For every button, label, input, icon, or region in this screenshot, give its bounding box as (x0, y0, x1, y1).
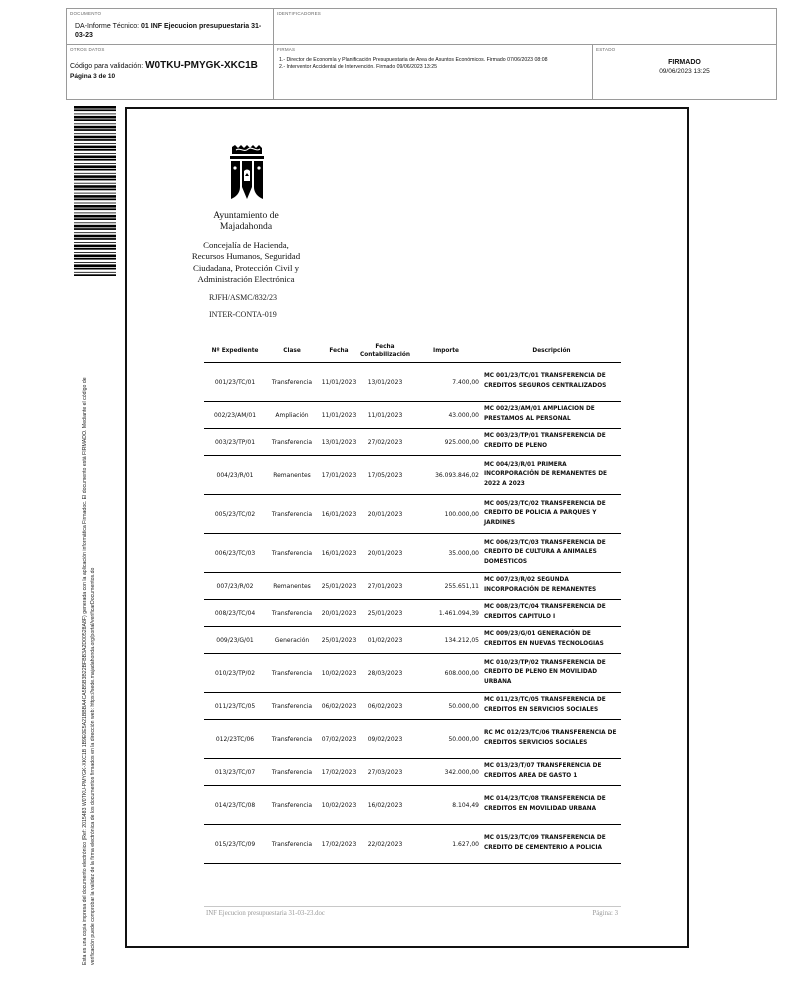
cell-contab: 01/02/2023 (360, 627, 410, 654)
expedientes-table (204, 339, 621, 864)
otros-label: OTROS DATOS (70, 47, 105, 52)
signature-header (66, 8, 777, 100)
cell-contab: 11/01/2023 (360, 402, 410, 429)
footer-divider (204, 906, 621, 907)
cell-importe: 35.000,00 (410, 534, 482, 573)
col-header-importe: Importe (410, 339, 482, 363)
cell-descripcion: MC 002/23/AM/01 AMPLIACION DE PRESTAMOS AL PERSONAL (482, 402, 621, 429)
table-row (204, 693, 621, 720)
page-count: Página 3 de 10 (70, 73, 116, 80)
org-name-line: Ayuntamiento de (213, 210, 279, 221)
cell-contab: 06/02/2023 (360, 693, 410, 720)
cell-descripcion: MC 013/23/T/07 TRANSFERENCIA DE CREDITOS AREA DE GASTO 1 (482, 759, 621, 786)
footer-filename: INF Ejecucion presupuestaria 31-03-23.doc (206, 910, 325, 917)
col-header-descripcion: Descripción (482, 339, 621, 363)
cell-contab: 27/01/2023 (360, 573, 410, 600)
table-row (204, 495, 621, 534)
cell-clase: Remanentes (266, 573, 318, 600)
col-header-fecha-contab-line: Contabilización (360, 351, 410, 358)
cell-importe: 255.651,11 (410, 573, 482, 600)
cell-expediente: 012/23TC/06 (204, 720, 266, 759)
barcode (74, 106, 116, 276)
cell-clase: Transferencia (266, 786, 318, 825)
cell-importe: 50.000,00 (410, 693, 482, 720)
cell-descripcion: RC MC 012/23/TC/06 TRANSFERENCIA DE CREDITOS SERVICIOS SOCIALES (482, 720, 621, 759)
table-row (204, 402, 621, 429)
table-row (204, 456, 621, 495)
cell-fecha: 25/01/2023 (318, 627, 360, 654)
cell-descripcion: MC 006/23/TC/03 TRANSFERENCIA DE CREDITO DE CULTURA A ANIMALES DOMESTICOS (482, 534, 621, 573)
table-row (204, 654, 621, 693)
cell-importe: 134.212,05 (410, 627, 482, 654)
identificadores-cell (274, 9, 776, 45)
cell-expediente: 003/23/TP/01 (204, 429, 266, 456)
estado-value: FIRMADO (668, 59, 701, 66)
col-header-fecha-contabilizacion (360, 339, 410, 363)
cell-contab: 28/03/2023 (360, 654, 410, 693)
table-row (204, 720, 621, 759)
cell-expediente: 015/23/TC/09 (204, 825, 266, 864)
cell-fecha: 20/01/2023 (318, 600, 360, 627)
col-header-fecha: Fecha (318, 339, 360, 363)
cell-importe: 100.000,00 (410, 495, 482, 534)
firmas-list (279, 57, 547, 71)
cell-contab: 25/01/2023 (360, 600, 410, 627)
cell-contab: 13/01/2023 (360, 363, 410, 402)
cell-expediente: 002/23/AM/01 (204, 402, 266, 429)
cell-descripcion: MC 007/23/R/02 SEGUNDA INCORPORACIÓN DE REMANENTES (482, 573, 621, 600)
cell-expediente: 004/23/R/01 (204, 456, 266, 495)
cell-fecha: 16/01/2023 (318, 534, 360, 573)
cell-clase: Transferencia (266, 759, 318, 786)
cell-contab: 27/02/2023 (360, 429, 410, 456)
cell-clase: Transferencia (266, 654, 318, 693)
cell-clase: Transferencia (266, 429, 318, 456)
cell-expediente: 001/23/TC/01 (204, 363, 266, 402)
cell-expediente: 014/23/TC/08 (204, 786, 266, 825)
otros-datos-cell (67, 45, 274, 99)
cell-descripcion: MC 009/23/G/01 GENERACIÓN DE CREDITOS EN NUEVAS TECNOLOGIAS (482, 627, 621, 654)
department-name (176, 240, 316, 285)
cell-expediente: 009/23/G/01 (204, 627, 266, 654)
table-row (204, 534, 621, 573)
cell-fecha: 10/02/2023 (318, 654, 360, 693)
cell-expediente: 007/23/R/02 (204, 573, 266, 600)
cell-importe: 36.093.846,02 (410, 456, 482, 495)
dept-line: Administración Electrónica (197, 273, 295, 284)
cell-clase: Remanentes (266, 456, 318, 495)
cell-importe: 925.000,00 (410, 429, 482, 456)
cell-fecha: 17/02/2023 (318, 825, 360, 864)
cell-expediente: 005/23/TC/02 (204, 495, 266, 534)
cell-contab: 17/05/2023 (360, 456, 410, 495)
cell-contab: 22/02/2023 (360, 825, 410, 864)
documento-label: DOCUMENTO (70, 11, 102, 16)
cell-contab: 27/03/2023 (360, 759, 410, 786)
cell-fecha: 06/02/2023 (318, 693, 360, 720)
cell-fecha: 13/01/2023 (318, 429, 360, 456)
estado-cell (593, 45, 776, 99)
table-row (204, 627, 621, 654)
dept-line: Concejalía de Hacienda, (203, 240, 289, 250)
cell-importe: 43.000,00 (410, 402, 482, 429)
cell-importe: 1.461.094,39 (410, 600, 482, 627)
firma-item: 2.- Interventor Accidental de Intervención. Firmado 09/06/2023 13:25 (279, 64, 438, 70)
table-row (204, 573, 621, 600)
cell-contab: 09/02/2023 (360, 720, 410, 759)
cell-descripcion: MC 014/23/TC/08 TRANSFERENCIA DE CREDITOS EN MOVILIDAD URBANA (482, 786, 621, 825)
copy-notice-line-1: Esta es una copia impresa del documento electrónico (Ref: 2015483 W0TKU-PMYGK-XKC1B 1B9E0E5A21BBBA4CA5B5B3B22BFBB3A2D00528A8F) generada con la aplicación informática Firmadoc. El documento está FIRMADO. Mediante el código de (82, 377, 88, 965)
table-row (204, 759, 621, 786)
cell-clase: Transferencia (266, 363, 318, 402)
identificadores-label: IDENTIFICADORES (277, 11, 322, 16)
col-header-expediente: Nº Expediente (204, 339, 266, 363)
cell-expediente: 011/23/TC/05 (204, 693, 266, 720)
cell-clase: Transferencia (266, 534, 318, 573)
cell-descripcion: MC 003/23/TP/01 TRANSFERENCIA DE CREDITO DE PLENO (482, 429, 621, 456)
cell-contab: 20/01/2023 (360, 534, 410, 573)
col-header-fecha-contab-line: Fecha (375, 343, 395, 350)
col-header-clase: Clase (266, 339, 318, 363)
documento-title: 01 INF Ejecucion presupuestaria 31-03-23 (75, 23, 262, 39)
cell-importe: 8.104,49 (410, 786, 482, 825)
cell-contab: 20/01/2023 (360, 495, 410, 534)
organization-name (186, 210, 306, 232)
documento-cell (67, 9, 274, 45)
estado-date: 09/06/2023 13:25 (659, 68, 710, 75)
table-row (204, 825, 621, 864)
coat-of-arms-logo (226, 143, 268, 203)
cell-expediente: 010/23/TP/02 (204, 654, 266, 693)
estado-label: ESTADO (596, 47, 616, 52)
cell-descripcion: MC 010/23/TP/02 TRANSFERENCIA DE CREDITO DE PLENO EN MOVILIDAD URBANA (482, 654, 621, 693)
copy-notice-line-2: verificación puede comprobar la validez de la firma electrónica de los documentos firmados en la dirección web: https://sede.majadahonda.org/portal/verificarDocumentos.do (90, 567, 96, 965)
cell-descripcion: MC 011/23/TC/05 TRANSFERENCIA DE CREDITOS EN SERVICIOS SOCIALES (482, 693, 621, 720)
cell-fecha: 25/01/2023 (318, 573, 360, 600)
table-row (204, 363, 621, 402)
cell-contab: 16/02/2023 (360, 786, 410, 825)
cell-clase: Transferencia (266, 600, 318, 627)
cell-clase: Transferencia (266, 495, 318, 534)
documento-prefix: DA-Informe Técnico: (75, 23, 142, 30)
cell-expediente: 013/23/TC/07 (204, 759, 266, 786)
reference-code-2: INTER-CONTA-019 (209, 310, 277, 319)
firmas-label: FIRMAS (277, 47, 296, 52)
cell-importe: 7.400,00 (410, 363, 482, 402)
firmas-cell (274, 45, 593, 99)
cell-descripcion: MC 008/23/TC/04 TRANSFERENCIA DE CREDITOS CAPITULO I (482, 600, 621, 627)
cell-descripcion: MC 001/23/TC/01 TRANSFERENCIA DE CREDITOS SEGUROS CENTRALIZADOS (482, 363, 621, 402)
footer-page-number: Página: 3 (592, 910, 618, 917)
cell-importe: 342.000,00 (410, 759, 482, 786)
cell-clase: Ampliación (266, 402, 318, 429)
reference-code: RJFH/ASMC/832/23 (209, 293, 278, 302)
cell-clase: Transferencia (266, 825, 318, 864)
validation-code: W0TKU-PMYGK-XKC1B (145, 60, 258, 71)
cell-fecha: 11/01/2023 (318, 402, 360, 429)
cell-importe: 50.000,00 (410, 720, 482, 759)
table-header-row (204, 339, 621, 363)
table-row (204, 600, 621, 627)
cell-fecha: 17/01/2023 (318, 456, 360, 495)
cell-fecha: 07/02/2023 (318, 720, 360, 759)
table-row (204, 786, 621, 825)
validation-code-line (70, 60, 258, 71)
cell-fecha: 11/01/2023 (318, 363, 360, 402)
cell-fecha: 10/02/2023 (318, 786, 360, 825)
cell-clase: Transferencia (266, 693, 318, 720)
cell-expediente: 006/23/TC/03 (204, 534, 266, 573)
cell-expediente: 008/23/TC/04 (204, 600, 266, 627)
documento-value (75, 23, 270, 40)
validation-code-label: Código para validación: (70, 63, 146, 70)
firma-item: 1.- Director de Economía y Planificación Presupuestaria de Area de Asuntos Económicos. Firmado 07/06/2023 08:08 (279, 57, 548, 63)
cell-clase: Transferencia (266, 720, 318, 759)
cell-fecha: 16/01/2023 (318, 495, 360, 534)
dept-line: Recursos Humanos, Seguridad (191, 251, 301, 262)
cell-clase: Generación (266, 627, 318, 654)
cell-importe: 608.000,00 (410, 654, 482, 693)
dept-line: Ciudadana, Protección Civil y (192, 262, 300, 273)
cell-importe: 1.627,00 (410, 825, 482, 864)
cell-descripcion: MC 005/23/TC/02 TRANSFERENCIA DE CREDITO DE POLICIA A PARQUES Y JARDINES (482, 495, 621, 534)
cell-descripcion: MC 015/23/TC/09 TRANSFERENCIA DE CREDITO DE CEMENTERIO A POLICIA (482, 825, 621, 864)
table-row (204, 429, 621, 456)
org-name-line: Majadahonda (219, 221, 273, 232)
cell-fecha: 17/02/2023 (318, 759, 360, 786)
cell-descripcion: MC 004/23/R/01 PRIMERA INCORPORACIÓN DE REMANENTES DE 2022 A 2023 (482, 456, 621, 495)
